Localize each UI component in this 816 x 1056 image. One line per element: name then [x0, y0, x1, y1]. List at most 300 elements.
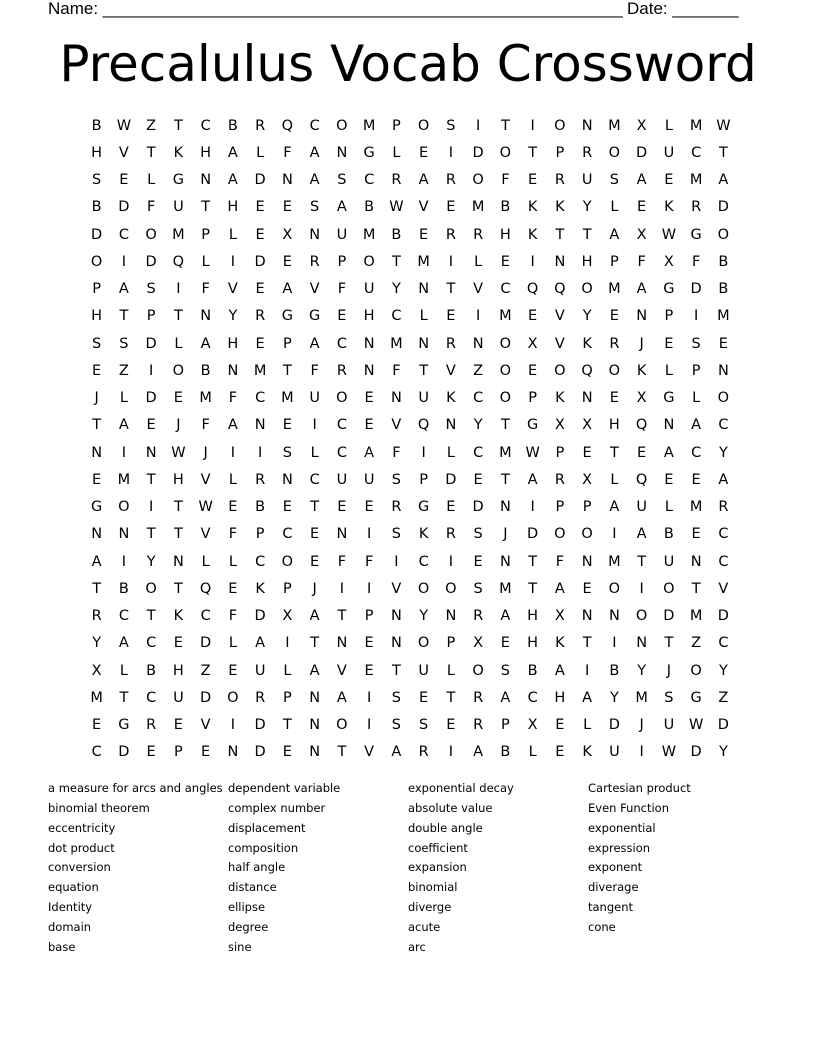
grid-letter[interactable]: C [282, 526, 293, 543]
grid-letter[interactable]: O [717, 390, 730, 407]
grid-letter[interactable]: E [500, 253, 510, 270]
grid-letter[interactable]: A [636, 281, 647, 298]
grid-letter[interactable]: N [608, 608, 620, 625]
grid-letter[interactable]: H [227, 199, 239, 216]
grid-letter[interactable]: V [227, 281, 238, 298]
grid-letter[interactable]: T [282, 717, 292, 734]
grid-letter[interactable]: X [636, 390, 647, 407]
grid-letter[interactable]: T [337, 608, 347, 625]
grid-letter[interactable]: Y [391, 281, 401, 298]
grid-letter[interactable]: O [499, 362, 512, 379]
grid-letter[interactable]: I [366, 580, 372, 597]
grid-letter[interactable]: T [173, 580, 183, 597]
grid-letter[interactable]: V [200, 717, 211, 734]
grid-letter[interactable]: R [255, 117, 266, 134]
grid-letter[interactable]: L [419, 308, 428, 325]
grid-letter[interactable]: F [392, 444, 401, 461]
grid-letter[interactable]: A [691, 417, 702, 434]
grid-letter[interactable]: N [499, 553, 511, 570]
grid-letter[interactable]: E [609, 308, 619, 325]
grid-letter[interactable]: U [363, 471, 375, 488]
grid-letter[interactable]: A [391, 744, 402, 761]
grid-letter[interactable]: F [392, 362, 401, 379]
grid-letter[interactable]: L [474, 253, 483, 270]
grid-letter[interactable]: Q [199, 580, 212, 597]
grid-letter[interactable]: O [608, 580, 621, 597]
grid-letter[interactable]: U [418, 662, 429, 679]
grid-letter[interactable]: Y [473, 417, 483, 434]
grid-letter[interactable]: B [255, 499, 266, 516]
grid-letter[interactable]: N [309, 226, 321, 243]
grid-letter[interactable]: F [501, 172, 510, 189]
grid-letter[interactable]: O [499, 390, 512, 407]
grid-letter[interactable]: E [146, 417, 156, 434]
grid-letter[interactable]: A [527, 471, 538, 488]
grid-letter[interactable]: O [336, 117, 348, 134]
grid-letter[interactable]: G [172, 172, 184, 189]
grid-letter[interactable]: O [499, 144, 512, 161]
grid-letter[interactable]: U [336, 226, 348, 243]
name-field[interactable]: Name: _______________________________________________________ [48, 0, 623, 18]
grid-letter[interactable]: D [608, 717, 620, 734]
grid-letter[interactable]: X [554, 608, 565, 625]
grid-letter[interactable]: D [690, 281, 702, 298]
grid-letter[interactable]: S [92, 172, 102, 189]
grid-letter[interactable]: E [609, 390, 619, 407]
grid-letter[interactable]: T [391, 662, 401, 679]
grid-letter[interactable]: T [146, 471, 156, 488]
grid-letter[interactable]: T [446, 281, 456, 298]
grid-letter[interactable]: N [472, 335, 484, 352]
grid-letter[interactable]: H [527, 635, 539, 652]
grid-letter[interactable]: T [528, 553, 538, 570]
grid-letter[interactable]: Z [473, 362, 484, 379]
grid-letter[interactable]: C [418, 553, 429, 570]
grid-letter[interactable]: G [363, 144, 375, 161]
grid-letter[interactable]: C [118, 226, 129, 243]
grid-letter[interactable]: D [118, 744, 130, 761]
grid-letter[interactable]: V [418, 199, 429, 216]
grid-letter[interactable]: I [421, 444, 426, 461]
grid-letter[interactable]: S [609, 172, 619, 189]
grid-letter[interactable]: D [717, 608, 729, 625]
grid-letter[interactable]: U [609, 744, 620, 761]
grid-letter[interactable]: F [555, 553, 565, 570]
grid-letter[interactable]: W [716, 117, 731, 134]
grid-letter[interactable]: E [582, 444, 592, 461]
grid-letter[interactable]: B [146, 662, 157, 679]
grid-letter[interactable]: I [448, 744, 454, 761]
grid-letter[interactable]: A [227, 172, 238, 189]
grid-letter[interactable]: L [610, 471, 619, 488]
grid-letter[interactable]: A [473, 744, 484, 761]
grid-letter[interactable]: S [282, 444, 292, 461]
grid-letter[interactable]: O [472, 172, 484, 189]
grid-letter[interactable]: M [390, 335, 403, 352]
grid-letter[interactable]: W [661, 744, 677, 761]
grid-letter[interactable]: U [336, 471, 348, 488]
grid-letter[interactable]: C [91, 744, 102, 761]
grid-letter[interactable]: E [255, 226, 265, 243]
grid-letter[interactable]: D [254, 253, 266, 270]
grid-letter[interactable]: O [90, 253, 103, 270]
grid-letter[interactable]: M [608, 117, 621, 134]
grid-letter[interactable]: Z [200, 662, 211, 679]
grid-letter[interactable]: C [336, 444, 347, 461]
grid-letter[interactable]: R [554, 471, 565, 488]
grid-letter[interactable]: C [200, 117, 211, 134]
grid-letter[interactable]: N [227, 744, 239, 761]
grid-letter[interactable]: E [528, 362, 538, 379]
grid-letter[interactable]: I [530, 253, 535, 270]
grid-letter[interactable]: O [417, 580, 430, 597]
grid-letter[interactable]: P [528, 390, 537, 407]
grid-letter[interactable]: I [230, 717, 236, 734]
grid-letter[interactable]: C [336, 335, 347, 352]
grid-letter[interactable]: S [337, 172, 347, 189]
grid-letter[interactable]: Y [582, 308, 592, 325]
grid-letter[interactable]: E [255, 199, 265, 216]
grid-letter[interactable]: R [309, 253, 320, 270]
grid-letter[interactable]: M [499, 444, 512, 461]
grid-letter[interactable]: Z [718, 689, 729, 706]
grid-letter[interactable]: D [636, 144, 648, 161]
grid-letter[interactable]: R [445, 335, 456, 352]
grid-letter[interactable]: N [445, 608, 457, 625]
grid-letter[interactable]: N [418, 281, 430, 298]
grid-letter[interactable]: D [445, 471, 457, 488]
grid-letter[interactable]: O [717, 226, 730, 243]
grid-letter[interactable]: X [636, 117, 647, 134]
grid-letter[interactable]: K [555, 390, 565, 407]
grid-letter[interactable]: K [527, 226, 538, 243]
grid-letter[interactable]: L [228, 471, 237, 488]
grid-letter[interactable]: N [390, 608, 402, 625]
grid-letter[interactable]: I [148, 499, 154, 516]
grid-letter[interactable]: M [499, 580, 512, 597]
grid-letter[interactable]: E [337, 499, 347, 516]
grid-letter[interactable]: D [254, 717, 266, 734]
grid-letter[interactable]: D [145, 335, 157, 352]
grid-letter[interactable]: M [689, 499, 703, 516]
grid-letter[interactable]: A [609, 499, 620, 516]
grid-letter[interactable]: T [310, 499, 320, 516]
grid-letter[interactable]: I [121, 444, 127, 461]
grid-letter[interactable]: E [446, 717, 456, 734]
grid-letter[interactable]: K [527, 199, 538, 216]
grid-letter[interactable]: Q [417, 417, 430, 434]
grid-letter[interactable]: U [663, 717, 675, 734]
grid-letter[interactable]: N [281, 172, 293, 189]
grid-letter[interactable]: A [227, 144, 238, 161]
grid-letter[interactable]: N [254, 417, 266, 434]
grid-letter[interactable]: U [663, 144, 675, 161]
grid-letter[interactable]: M [117, 471, 131, 488]
grid-letter[interactable]: C [200, 608, 211, 625]
grid-letter[interactable]: A [418, 172, 429, 189]
grid-letter[interactable]: L [228, 553, 237, 570]
grid-letter[interactable]: F [201, 417, 210, 434]
grid-letter[interactable]: I [612, 526, 617, 543]
grid-letter[interactable]: Q [526, 281, 539, 298]
grid-letter[interactable]: N [363, 335, 375, 352]
grid-letter[interactable]: P [610, 253, 619, 270]
grid-letter[interactable]: B [364, 199, 375, 216]
grid-letter[interactable]: Y [637, 662, 647, 679]
grid-letter[interactable]: H [363, 308, 375, 325]
grid-letter[interactable]: N [336, 144, 348, 161]
grid-letter[interactable]: A [91, 553, 102, 570]
grid-letter[interactable]: S [473, 526, 483, 543]
grid-letter[interactable]: W [688, 717, 704, 734]
grid-letter[interactable]: U [254, 662, 266, 679]
grid-letter[interactable]: P [201, 226, 210, 243]
grid-letter[interactable]: H [554, 689, 566, 706]
grid-letter[interactable]: R [582, 144, 593, 161]
grid-letter[interactable]: J [639, 335, 644, 352]
grid-letter[interactable]: D [717, 717, 729, 734]
grid-letter[interactable]: X [527, 717, 538, 734]
grid-letter[interactable]: C [718, 553, 729, 570]
grid-letter[interactable]: P [419, 471, 428, 488]
grid-letter[interactable]: E [364, 635, 374, 652]
grid-letter[interactable]: Y [609, 689, 619, 706]
grid-letter[interactable]: B [718, 253, 729, 270]
grid-letter[interactable]: E [419, 226, 429, 243]
grid-letter[interactable]: E [582, 580, 592, 597]
grid-letter[interactable]: M [362, 117, 376, 134]
grid-letter[interactable]: C [718, 526, 729, 543]
grid-letter[interactable]: D [91, 226, 103, 243]
grid-letter[interactable]: Q [635, 417, 648, 434]
grid-letter[interactable]: Y [146, 553, 156, 570]
grid-letter[interactable]: F [637, 253, 646, 270]
grid-letter[interactable]: T [555, 226, 565, 243]
grid-letter[interactable]: P [255, 526, 265, 543]
grid-letter[interactable]: N [499, 499, 511, 516]
grid-letter[interactable]: J [312, 580, 317, 597]
date-field[interactable]: Date: _______ [627, 0, 739, 18]
grid-letter[interactable]: T [92, 417, 102, 434]
grid-letter[interactable]: E [364, 390, 374, 407]
grid-letter[interactable]: V [554, 308, 565, 325]
grid-letter[interactable]: W [389, 199, 404, 216]
grid-letter[interactable]: A [118, 635, 129, 652]
grid-letter[interactable]: J [639, 717, 644, 734]
grid-letter[interactable]: D [200, 635, 212, 652]
grid-letter[interactable]: R [445, 172, 456, 189]
grid-letter[interactable]: I [530, 117, 535, 134]
grid-letter[interactable]: F [364, 553, 374, 570]
grid-letter[interactable]: F [146, 199, 156, 216]
grid-letter[interactable]: M [689, 172, 703, 189]
grid-letter[interactable]: L [228, 226, 237, 243]
grid-letter[interactable]: Q [172, 253, 185, 270]
grid-letter[interactable]: A [718, 471, 729, 488]
grid-letter[interactable]: B [91, 199, 102, 216]
grid-letter[interactable]: T [310, 635, 320, 652]
grid-letter[interactable]: B [200, 362, 211, 379]
grid-letter[interactable]: I [230, 444, 236, 461]
grid-letter[interactable]: N [581, 553, 593, 570]
grid-letter[interactable]: T [664, 635, 674, 652]
grid-letter[interactable]: O [690, 662, 702, 679]
grid-letter[interactable]: N [172, 553, 184, 570]
grid-letter[interactable]: S [446, 117, 456, 134]
grid-letter[interactable]: U [173, 199, 184, 216]
grid-letter[interactable]: H [172, 471, 184, 488]
grid-letter[interactable]: M [689, 608, 703, 625]
grid-letter[interactable]: L [392, 144, 401, 161]
grid-letter[interactable]: E [228, 662, 238, 679]
grid-letter[interactable]: R [336, 362, 347, 379]
grid-letter[interactable]: U [418, 390, 429, 407]
grid-letter[interactable]: F [337, 553, 347, 570]
grid-letter[interactable]: C [500, 281, 511, 298]
grid-letter[interactable]: C [691, 144, 702, 161]
grid-letter[interactable]: K [446, 390, 456, 407]
grid-letter[interactable]: I [366, 717, 372, 734]
grid-letter[interactable]: N [690, 553, 702, 570]
grid-letter[interactable]: C [718, 635, 729, 652]
grid-letter[interactable]: S [419, 717, 429, 734]
grid-letter[interactable]: N [281, 471, 293, 488]
grid-letter[interactable]: D [254, 172, 266, 189]
grid-letter[interactable]: O [554, 526, 566, 543]
grid-letter[interactable]: X [636, 226, 647, 243]
grid-letter[interactable]: N [227, 362, 239, 379]
grid-letter[interactable]: N [554, 253, 566, 270]
grid-letter[interactable]: I [639, 744, 644, 761]
grid-letter[interactable]: T [582, 635, 592, 652]
grid-letter[interactable]: P [283, 335, 292, 352]
grid-letter[interactable]: E [173, 635, 183, 652]
grid-letter[interactable]: E [364, 417, 374, 434]
grid-letter[interactable]: A [500, 608, 511, 625]
grid-letter[interactable]: C [527, 689, 538, 706]
grid-letter[interactable]: O [581, 526, 593, 543]
grid-letter[interactable]: I [148, 362, 154, 379]
grid-letter[interactable]: A [200, 335, 211, 352]
grid-letter[interactable]: O [145, 226, 157, 243]
grid-letter[interactable]: E [364, 499, 374, 516]
grid-letter[interactable]: F [201, 281, 210, 298]
grid-letter[interactable]: E [119, 172, 129, 189]
grid-letter[interactable]: T [528, 580, 538, 597]
grid-letter[interactable]: R [691, 199, 702, 216]
grid-letter[interactable]: A [282, 281, 293, 298]
grid-letter[interactable]: H [91, 308, 103, 325]
grid-letter[interactable]: B [718, 281, 729, 298]
grid-letter[interactable]: Q [635, 471, 648, 488]
grid-letter[interactable]: P [364, 608, 374, 625]
grid-letter[interactable]: T [173, 526, 183, 543]
grid-letter[interactable]: P [92, 281, 101, 298]
grid-letter[interactable]: E [173, 717, 183, 734]
grid-letter[interactable]: N [91, 526, 103, 543]
grid-letter[interactable]: L [664, 117, 673, 134]
grid-letter[interactable]: Y [582, 199, 592, 216]
grid-letter[interactable]: A [309, 172, 320, 189]
grid-letter[interactable]: A [255, 635, 266, 652]
grid-letter[interactable]: S [146, 281, 156, 298]
grid-letter[interactable]: I [639, 580, 644, 597]
grid-letter[interactable]: N [581, 117, 593, 134]
grid-letter[interactable]: N [200, 308, 212, 325]
grid-letter[interactable]: O [554, 362, 566, 379]
grid-letter[interactable]: N [145, 444, 157, 461]
grid-letter[interactable]: Y [718, 662, 728, 679]
grid-letter[interactable]: T [391, 253, 401, 270]
grid-letter[interactable]: K [582, 744, 592, 761]
grid-letter[interactable]: M [281, 390, 294, 407]
grid-letter[interactable]: V [391, 417, 402, 434]
grid-letter[interactable]: W [198, 499, 213, 516]
grid-letter[interactable]: C [473, 390, 484, 407]
grid-letter[interactable]: G [663, 281, 675, 298]
grid-letter[interactable]: I [530, 499, 535, 516]
grid-letter[interactable]: E [446, 199, 456, 216]
grid-letter[interactable]: R [255, 471, 266, 488]
grid-letter[interactable]: D [145, 390, 157, 407]
grid-letter[interactable]: K [664, 199, 674, 216]
grid-letter[interactable]: S [391, 689, 401, 706]
grid-letter[interactable]: M [253, 362, 267, 379]
grid-letter[interactable]: R [473, 226, 484, 243]
grid-letter[interactable]: A [336, 689, 347, 706]
grid-letter[interactable]: P [582, 499, 592, 516]
grid-letter[interactable]: I [257, 444, 263, 461]
grid-letter[interactable]: K [555, 635, 565, 652]
grid-letter[interactable]: U [309, 390, 320, 407]
grid-letter[interactable]: T [582, 226, 592, 243]
grid-letter[interactable]: S [391, 526, 401, 543]
grid-letter[interactable]: F [337, 281, 347, 298]
grid-letter[interactable]: D [254, 744, 266, 761]
grid-letter[interactable]: J [503, 526, 508, 543]
grid-letter[interactable]: T [282, 362, 292, 379]
grid-letter[interactable]: M [608, 553, 621, 570]
grid-letter[interactable]: I [121, 253, 127, 270]
grid-letter[interactable]: N [581, 390, 593, 407]
grid-letter[interactable]: N [91, 444, 103, 461]
grid-letter[interactable]: R [473, 608, 484, 625]
grid-letter[interactable]: O [635, 608, 648, 625]
grid-letter[interactable]: E [92, 717, 102, 734]
grid-letter[interactable]: I [448, 144, 454, 161]
grid-letter[interactable]: A [364, 444, 375, 461]
grid-letter[interactable]: B [391, 226, 402, 243]
grid-letter[interactable]: Y [718, 444, 728, 461]
grid-letter[interactable]: V [364, 744, 375, 761]
grid-letter[interactable]: E [92, 362, 102, 379]
grid-letter[interactable]: J [203, 444, 208, 461]
grid-letter[interactable]: K [555, 199, 565, 216]
grid-letter[interactable]: T [419, 362, 429, 379]
grid-letter[interactable]: N [390, 390, 402, 407]
grid-letter[interactable]: C [364, 172, 375, 189]
grid-letter[interactable]: T [119, 689, 129, 706]
grid-letter[interactable]: G [91, 499, 103, 516]
grid-letter[interactable]: S [119, 335, 129, 352]
grid-letter[interactable]: L [664, 362, 673, 379]
grid-letter[interactable]: O [227, 689, 239, 706]
grid-letter[interactable]: A [554, 662, 565, 679]
grid-letter[interactable]: V [554, 335, 565, 352]
grid-letter[interactable]: L [201, 553, 210, 570]
grid-letter[interactable]: O [417, 117, 430, 134]
grid-letter[interactable]: P [446, 635, 456, 652]
